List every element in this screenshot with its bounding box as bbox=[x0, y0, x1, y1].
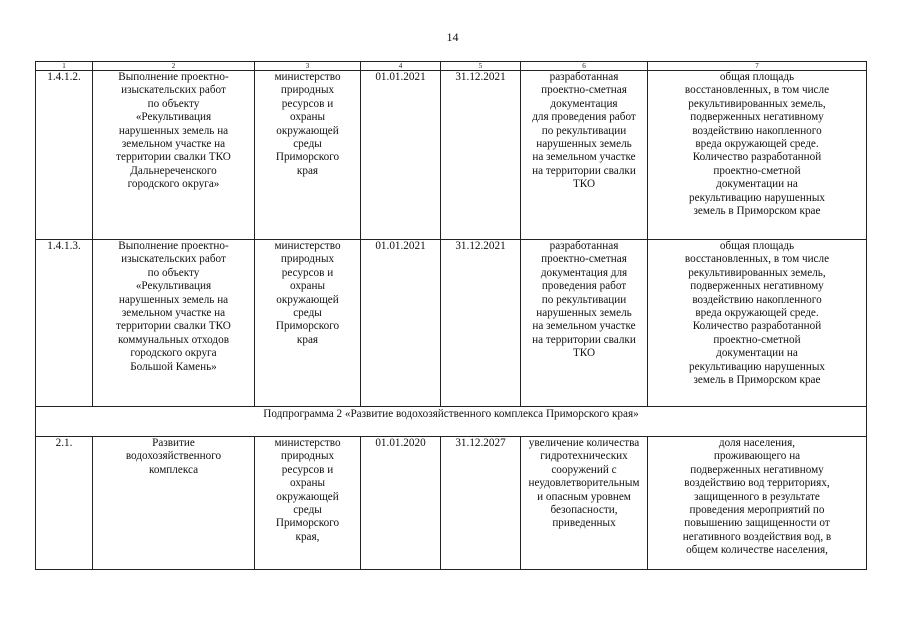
item-end-date: 31.12.2027 bbox=[441, 437, 521, 570]
table-row bbox=[36, 240, 867, 407]
item-indicator: общая площадь восстановленных, в том числе рекультивированных земель, подверженных негативному воздействию накопленного вреда окружающей среде. Количество разработанной проектно-сметной документации на рекультивацию нарушенных земель в Приморском крае bbox=[648, 240, 867, 407]
program-table bbox=[35, 61, 867, 570]
item-result: разработанная проектно-сметная документация для проведения работ по рекультивации нарушенных земель на земельном участке на территории свалки ТКО bbox=[521, 240, 648, 407]
item-executor: министерство природных ресурсов и охраны окружающей среды Приморского края, bbox=[255, 437, 361, 570]
column-number: 5 bbox=[441, 62, 521, 71]
table-row bbox=[36, 437, 867, 570]
item-name: Развитие водохозяйственного комплекса bbox=[93, 437, 255, 570]
table-row bbox=[36, 71, 867, 240]
item-indicator: доля населения, проживающего на подверженных негативному воздействию вод территориях, защищенного в результате проведения мероприятий по повышению защищенности от негативного воздействия вод, в общем количестве населения, bbox=[648, 437, 867, 570]
item-result: разработанная проектно-сметная документация для проведения работ по рекультивации нарушенных земель на земельном участке на территории свалки ТКО bbox=[521, 71, 648, 240]
item-indicator: общая площадь восстановленных, в том числе рекультивированных земель, подверженных негативному воздействию накопленного вреда окружающей среде. Количество разработанной проектно-сметной документации на рекультивацию нарушенных земель в Приморском крае bbox=[648, 71, 867, 240]
item-executor: министерство природных ресурсов и охраны окружающей среды Приморского края bbox=[255, 71, 361, 240]
column-number: 6 bbox=[521, 62, 648, 71]
item-number: 1.4.1.2. bbox=[36, 71, 93, 240]
item-start-date: 01.01.2021 bbox=[361, 240, 441, 407]
item-result: увеличение количества гидротехнических сооружений с неудовлетворительным и опасным уровнем безопасности, приведенных bbox=[521, 437, 648, 570]
item-end-date: 31.12.2021 bbox=[441, 240, 521, 407]
column-number: 1 bbox=[36, 62, 93, 71]
column-number: 3 bbox=[255, 62, 361, 71]
item-name: Выполнение проектно- изыскательских работ по объекту «Рекультивация нарушенных земель на земельном участке на территории свалки ТКО Дальнереченского городского округа» bbox=[93, 71, 255, 240]
column-number: 4 bbox=[361, 62, 441, 71]
column-number: 7 bbox=[648, 62, 867, 71]
subprogram-title: Подпрограмма 2 «Развитие водохозяйственного комплекса Приморского края» bbox=[36, 407, 867, 437]
page-number: 14 bbox=[446, 30, 459, 44]
item-number: 2.1. bbox=[36, 437, 93, 570]
item-executor: министерство природных ресурсов и охраны окружающей среды Приморского края bbox=[255, 240, 361, 407]
column-number: 2 bbox=[93, 62, 255, 71]
item-start-date: 01.01.2021 bbox=[361, 71, 441, 240]
subprogram-row bbox=[36, 407, 867, 437]
item-start-date: 01.01.2020 bbox=[361, 437, 441, 570]
item-end-date: 31.12.2021 bbox=[441, 71, 521, 240]
column-number-row bbox=[36, 62, 867, 71]
item-number: 1.4.1.3. bbox=[36, 240, 93, 407]
item-name: Выполнение проектно- изыскательских работ по объекту «Рекультивация нарушенных земель на земельном участке на территории свалки ТКО коммунальных отходов городского округа Большой Камень» bbox=[93, 240, 255, 407]
